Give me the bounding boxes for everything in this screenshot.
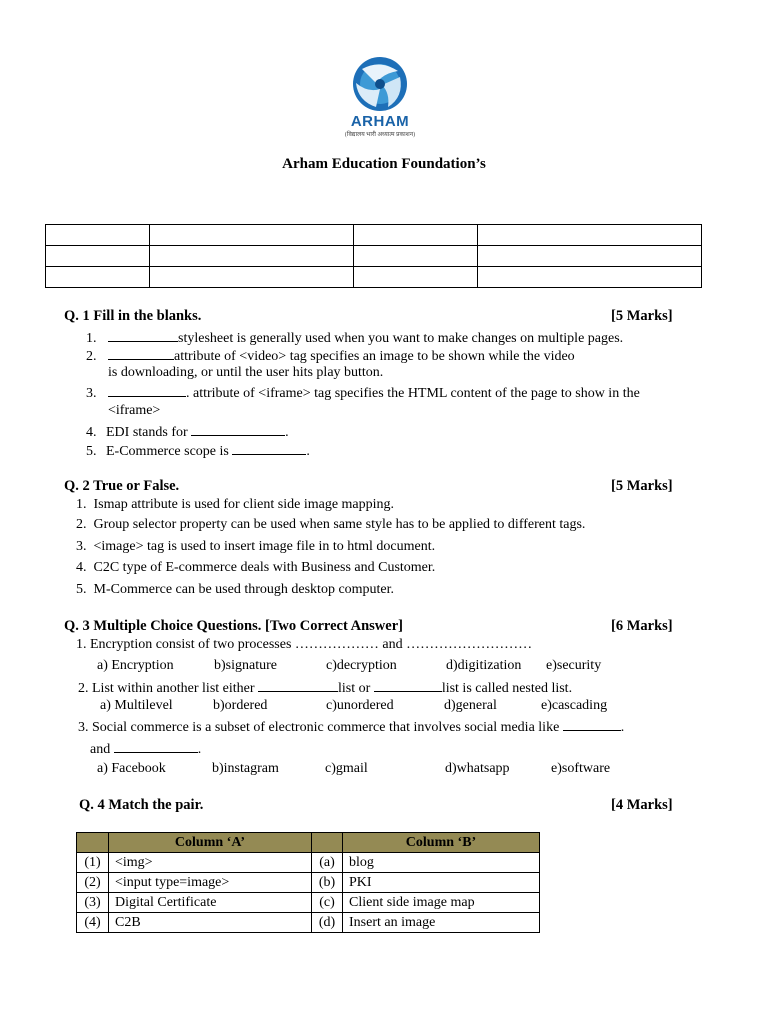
- q1-item-text-cont: is downloading, or until the user hits play button.: [108, 365, 384, 380]
- q1-item-text: stylesheet is generally used when you want to make changes on multiple pages.: [178, 331, 624, 346]
- table-cell: [354, 225, 478, 246]
- row-number: (4): [77, 913, 109, 933]
- option: a) Encryption: [97, 658, 174, 673]
- q1-item-text: E-Commerce scope is: [106, 444, 229, 459]
- option: a) Facebook: [97, 761, 166, 776]
- answer-blank: [563, 718, 621, 731]
- row-letter: (d): [312, 913, 343, 933]
- q3-marks: [6 Marks]: [611, 618, 673, 634]
- column-header-b: Column ‘B’: [343, 833, 540, 853]
- q1-item-4: 4. EDI stands for .: [86, 425, 289, 440]
- match-table: [76, 832, 540, 933]
- q1-item-1: [86, 329, 623, 347]
- column-a-cell: <img>: [109, 853, 312, 873]
- table-row: [77, 913, 540, 933]
- q1-item-number: 2.: [86, 349, 97, 364]
- option: d)general: [444, 698, 497, 713]
- q4-marks: [4 Marks]: [611, 797, 673, 813]
- table-cell: [150, 267, 354, 288]
- q1-item-text: EDI stands for: [106, 425, 188, 440]
- column-header: [312, 833, 343, 853]
- option: c)decryption: [326, 658, 397, 673]
- q2-item-2: [76, 517, 585, 533]
- option: d)whatsapp: [445, 761, 510, 776]
- q1-item-number: 1.: [86, 331, 97, 346]
- table-row: [77, 873, 540, 893]
- column-b-cell: blog: [343, 853, 540, 873]
- logo-name: ARHAM: [350, 113, 410, 130]
- q2-item-text: <image> tag is used to insert image file in to html document.: [93, 539, 436, 554]
- table-row: [46, 267, 702, 288]
- answer-blank: [191, 423, 285, 436]
- q1-item-text: attribute of <iframe> tag specifies the HTML content of the page to show in the: [193, 386, 640, 401]
- q2-item-text: C2C type of E-commerce deals with Business and Customer.: [93, 560, 436, 575]
- column-a-cell: Digital Certificate: [109, 893, 312, 913]
- table-cell: [150, 246, 354, 267]
- option: e)software: [551, 761, 611, 776]
- answer-blank: [374, 679, 442, 692]
- column-header: [77, 833, 109, 853]
- q3-question-1: 1. Encryption consist of two processes ……………… and ………………………: [76, 637, 533, 652]
- q1-item-5: 5. E-Commerce scope is .: [86, 444, 310, 459]
- question-text: and: [90, 742, 111, 757]
- table-cell: [354, 267, 478, 288]
- q2-title: Q. 2 True or False.: [64, 478, 180, 494]
- page-title: Arham Education Foundation’s: [282, 156, 486, 172]
- q2-item-5: [76, 582, 394, 598]
- column-a-cell: C2B: [109, 913, 312, 933]
- q4-title: Q. 4 Match the pair.: [79, 797, 204, 813]
- q1-title: Q. 1 Fill in the blanks.: [64, 308, 202, 324]
- q3-question-3-cont: and .: [90, 742, 202, 757]
- row-letter: (c): [312, 893, 343, 913]
- question-text: list or: [338, 681, 371, 696]
- q2-marks: [5 Marks]: [611, 478, 673, 494]
- answer-blank: [232, 442, 306, 455]
- q2-item-number: 4.: [76, 560, 87, 575]
- row-number: (2): [77, 873, 109, 893]
- row-number: (1): [77, 853, 109, 873]
- answer-blank: [108, 347, 174, 360]
- table-row: [77, 893, 540, 913]
- option: c)unordered: [326, 698, 394, 713]
- q1-item-text: attribute of <video> tag specifies an image to be shown while the video: [174, 349, 575, 364]
- q1-marks: [5 Marks]: [611, 308, 673, 324]
- table-row: [46, 246, 702, 267]
- q2-item-3: [76, 539, 435, 555]
- column-b-cell: PKI: [343, 873, 540, 893]
- answer-blank: [258, 679, 338, 692]
- q2-item-number: 5.: [76, 582, 87, 597]
- q2-item-1: [76, 497, 394, 513]
- option: c)gmail: [325, 761, 368, 776]
- q2-item-4: [76, 560, 435, 576]
- table-cell: [46, 246, 150, 267]
- q1-item-number: 5.: [86, 444, 97, 459]
- column-b-cell: Insert an image: [343, 913, 540, 933]
- column-header-a: Column ‘A’: [109, 833, 312, 853]
- arham-logo: [340, 55, 420, 138]
- question-text: list is called nested list.: [441, 681, 573, 696]
- row-letter: (b): [312, 873, 343, 893]
- table-row: [77, 853, 540, 873]
- q2-item-text: Group selector property can be used when same style has to be applied to different tags.: [93, 517, 586, 532]
- q2-item-number: 2.: [76, 517, 87, 532]
- table-cell: [150, 225, 354, 246]
- table-cell: [46, 225, 150, 246]
- option: b)instagram: [212, 761, 279, 776]
- option: a) Multilevel: [100, 698, 173, 713]
- column-b-cell: Client side image map: [343, 893, 540, 913]
- q2-item-number: 3.: [76, 539, 87, 554]
- logo-tagline: (विद्यालय भारी अध्यात्म प्रकाशन): [344, 132, 416, 138]
- q2-item-text: Ismap attribute is used for client side image mapping.: [93, 497, 395, 512]
- table-cell: [478, 246, 702, 267]
- table-cell: [478, 225, 702, 246]
- row-letter: (a): [312, 853, 343, 873]
- question-text: 3. Social commerce is a subset of electronic commerce that involves social media like: [78, 720, 560, 735]
- option: e)cascading: [541, 698, 608, 713]
- question-text: 2. List within another list either: [78, 681, 255, 696]
- q3-question-2: [78, 679, 572, 697]
- answer-blank: [114, 740, 198, 753]
- q1-item-number: 3.: [86, 386, 97, 401]
- option: b)signature: [214, 658, 277, 673]
- row-number: (3): [77, 893, 109, 913]
- q1-item-2: [86, 347, 575, 365]
- table-cell: [46, 267, 150, 288]
- table-cell: [354, 246, 478, 267]
- q3-title: Q. 3 Multiple Choice Questions. [Two Correct Answer]: [64, 618, 403, 634]
- q1-item-number: 4.: [86, 425, 97, 440]
- q3-question-3: 3. Social commerce is a subset of electronic commerce that involves social media like .: [78, 720, 625, 735]
- answer-blank: [108, 329, 178, 342]
- q2-item-number: 1.: [76, 497, 87, 512]
- table-header-row: [77, 833, 540, 853]
- option: e)security: [546, 658, 602, 673]
- q2-item-text: M-Commerce can be used through desktop computer.: [93, 582, 395, 597]
- table-row: [46, 225, 702, 246]
- table-cell: [478, 267, 702, 288]
- option: b)ordered: [213, 698, 268, 713]
- arham-emblem-icon: [340, 55, 420, 113]
- column-a-cell: <input type=image>: [109, 873, 312, 893]
- q1-item-3: 3. . attribute of <iframe> tag specifies the HTML content of the page to show in the: [86, 386, 640, 401]
- answer-blank: [108, 384, 186, 397]
- q1-item-text-cont: <iframe>: [108, 403, 161, 418]
- student-info-table: [45, 224, 702, 288]
- option: d)digitization: [446, 658, 522, 673]
